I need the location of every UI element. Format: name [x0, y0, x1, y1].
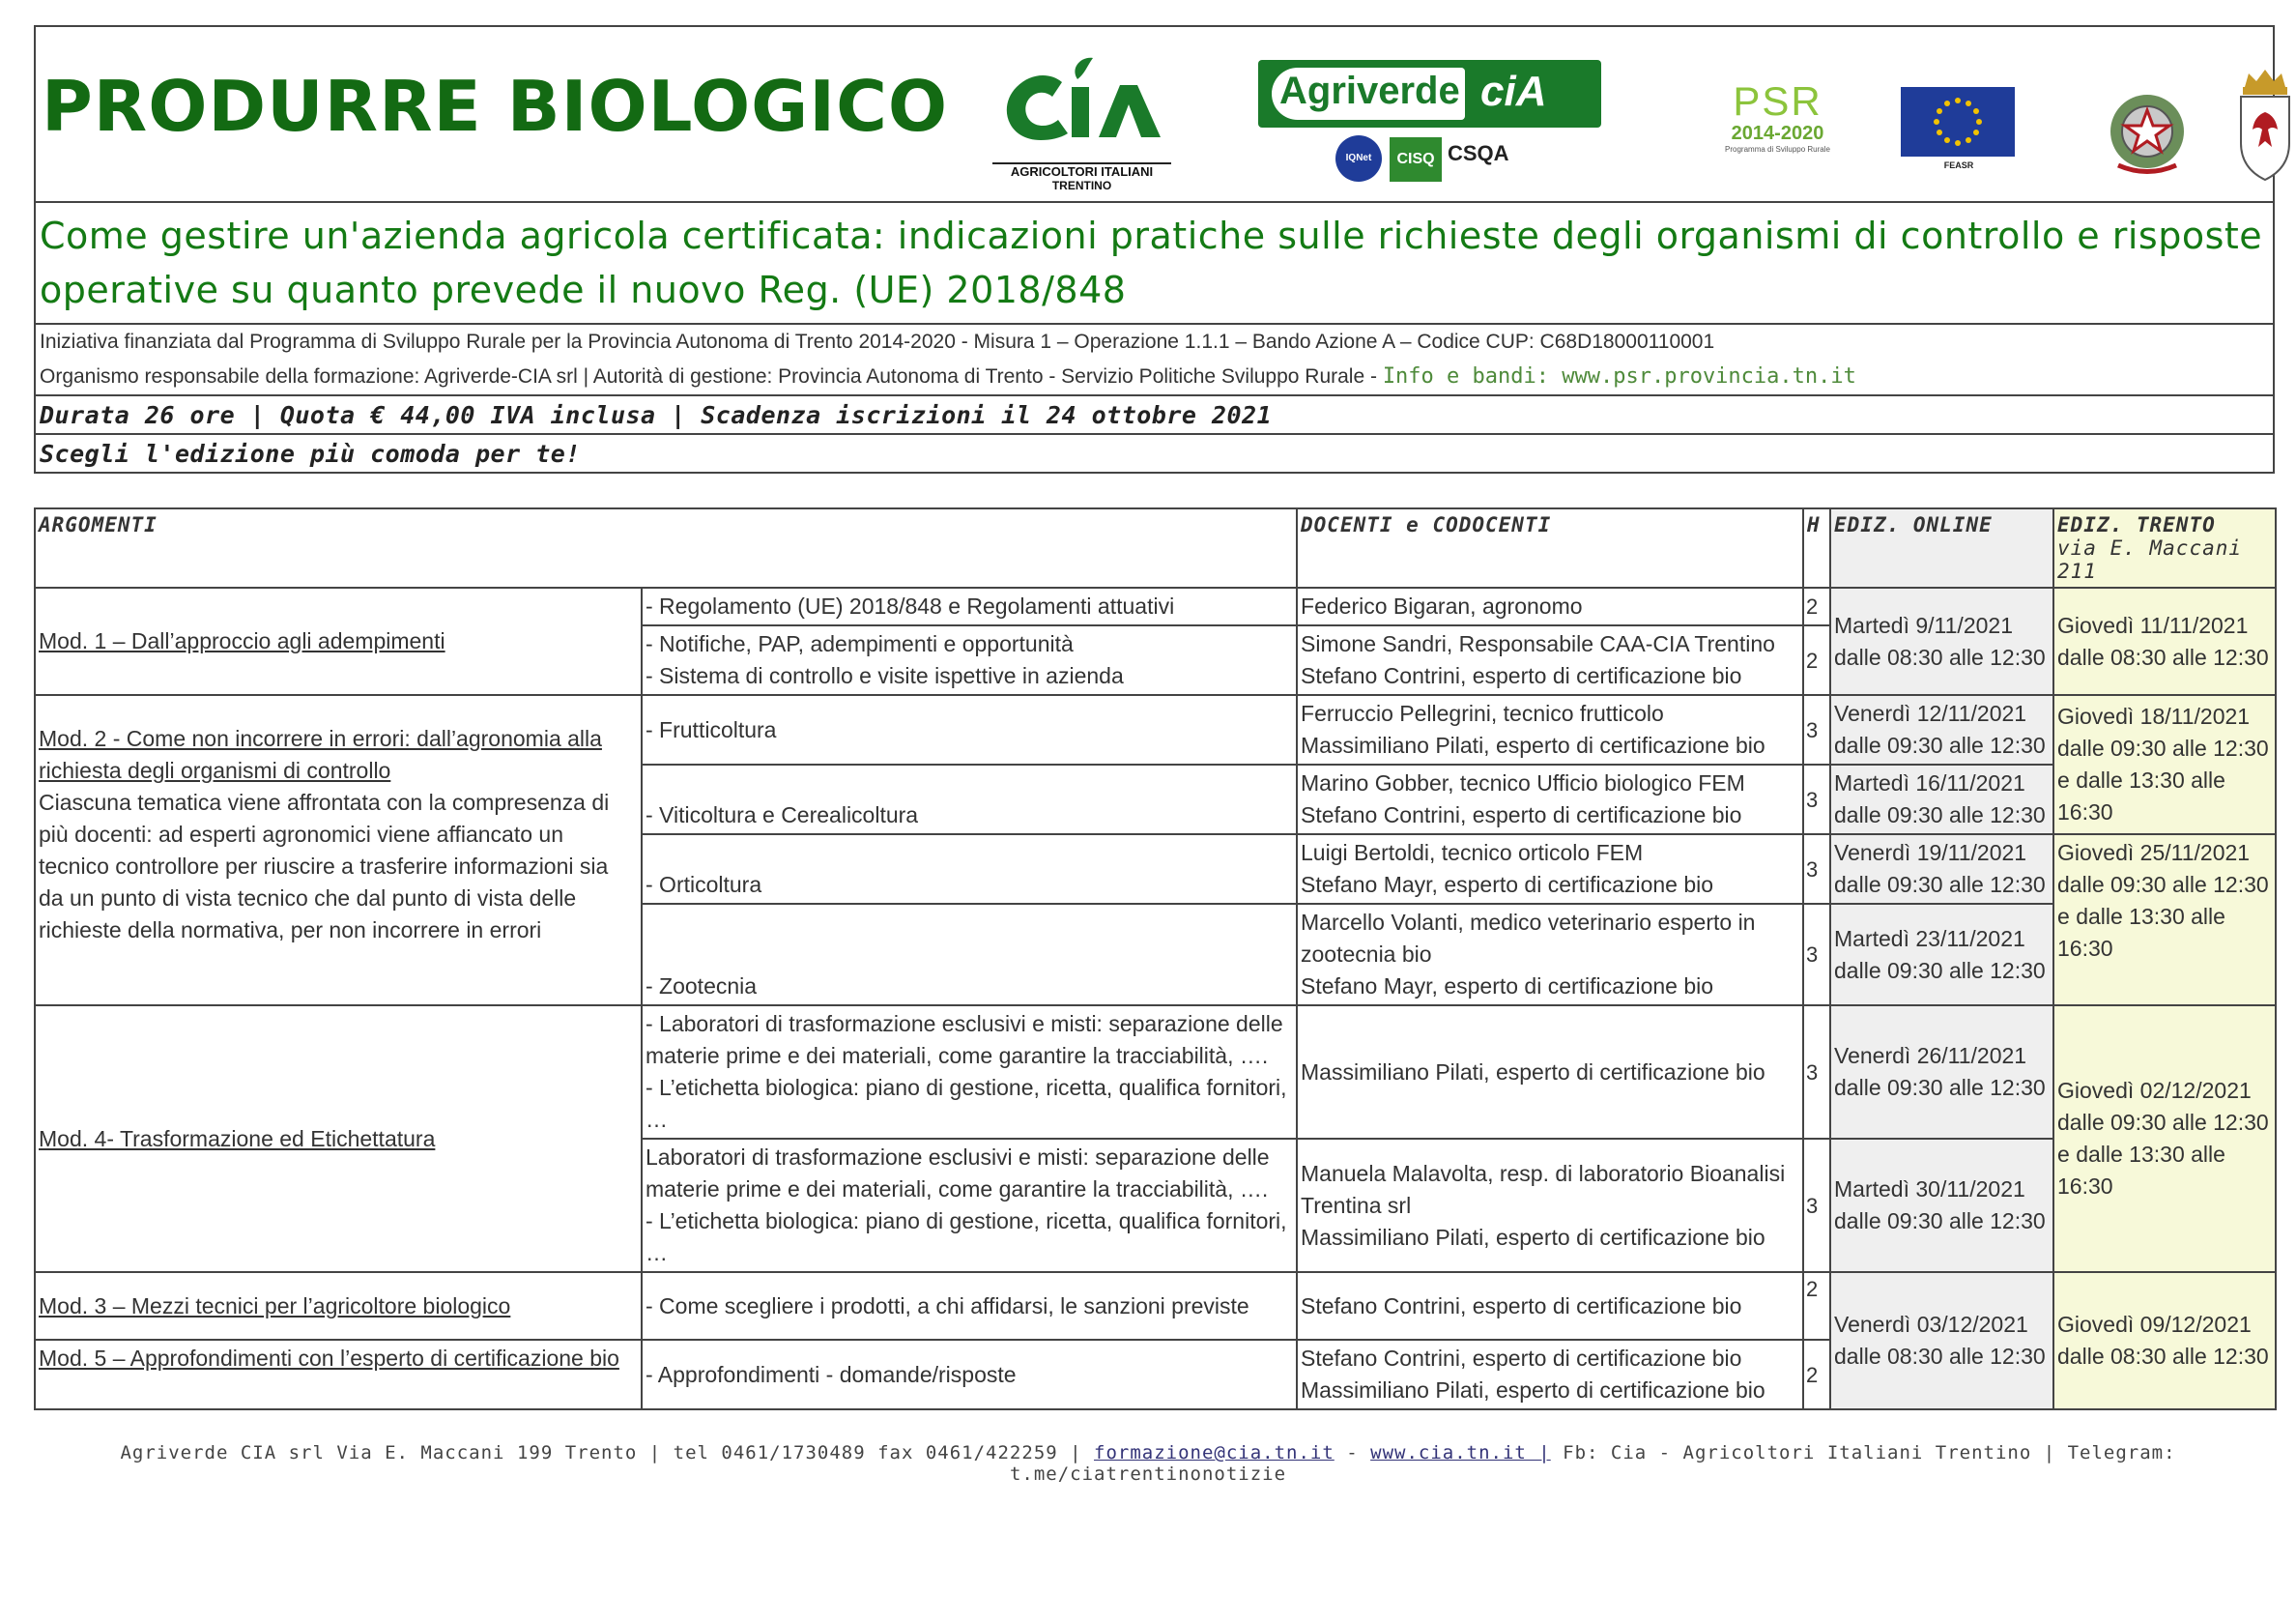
mod2-online-3: Venerdì 19/11/2021 dalle 09:30 alle 12:30: [1830, 834, 2053, 904]
funding-info: [35, 324, 2274, 395]
mod2-trento-b: Giovedì 25/11/2021 dalle 09:30 alle 12:30 e dalle 13:30 alle 16:30: [2053, 834, 2276, 1005]
footer-email-link[interactable]: formazione@cia.tn.it: [1094, 1442, 1335, 1463]
feasr-label: FEASR: [1943, 160, 1974, 170]
mod2-hours-1: 3: [1803, 695, 1830, 765]
mod5-title: Mod. 5 – Approfondimenti con l’esperto di certificazione bio: [35, 1340, 642, 1409]
mod1-docenti-1: Federico Bigaran, agronomo: [1297, 588, 1803, 625]
table-row: [35, 1005, 2276, 1139]
table-row: [35, 695, 2276, 765]
italy-emblem-icon: [2104, 83, 2191, 180]
mod4-title: Mod. 4- Trasformazione ed Etichettatura: [35, 1005, 642, 1272]
mod4-online-2: Martedì 30/11/2021 dalle 09:30 alle 12:30: [1830, 1139, 2053, 1272]
psr-logo-title: PSR: [1733, 78, 1822, 124]
mod2-cell: [35, 695, 642, 1005]
mod3-title: Mod. 3 – Mezzi tecnici per l’agricoltore biologico: [35, 1272, 642, 1340]
trentino-shield-logo: [2235, 66, 2295, 187]
mod2-title: Mod. 2 - Come non incorrere in errori: dall’agronomia alla richiesta degli organismi di controllo: [39, 726, 602, 783]
funding-line: Iniziativa finanziata dal Programma di Sviluppo Rurale per la Provincia Autonoma di Trento 2014-2020 - Misura 1 – Operazione 1.1.1 – Bando Azione A – Codice CUP: C68D18000110001: [40, 331, 1715, 353]
mod2-topic-3: - Orticoltura: [642, 834, 1297, 904]
mod35-trento-date: Giovedì 09/12/2021 dalle 08:30 alle 12:30: [2053, 1272, 2276, 1409]
col-header-trento: EDIZ. TRENTO via E. Maccani 211: [2053, 508, 2276, 588]
mod2-online-4: Martedì 23/11/2021 dalle 09:30 alle 12:30: [1830, 904, 2053, 1005]
page-title: PRODURRE BIOLOGICO: [42, 66, 949, 147]
mod2-docenti-3: Luigi Bertoldi, tecnico orticolo FEM Stefano Mayr, esperto di certificazione bio: [1297, 834, 1803, 904]
mod2-online-1: Venerdì 12/11/2021 dalle 09:30 alle 12:30: [1830, 695, 2053, 765]
iqnet-badge: IQNet: [1335, 135, 1382, 182]
course-subtitle: Come gestire un'azienda agricola certificata: indicazioni pratiche sulle richieste degli organismi di controllo e risposte operative su quanto prevede il nuovo Reg. (UE) 2018/848: [35, 202, 2274, 324]
eu-flag-icon: [1901, 87, 2015, 157]
mod1-docenti-2: Simone Sandri, Responsabile CAA-CIA Trentino Stefano Contrini, esperto di certificazione bio: [1297, 625, 1803, 695]
course-duration: Durata 26 ore | Quota € 44,00 IVA inclusa | Scadenza iscrizioni il 24 ottobre 2021: [35, 395, 2274, 434]
mod1-trento-date: Giovedì 11/11/2021 dalle 08:30 alle 12:30: [2053, 588, 2276, 695]
mod2-topic-2: - Viticoltura e Cerealicoltura: [642, 765, 1297, 834]
mod4-topic-2: Laboratori di trasformazione esclusivi e misti: separazione delle materie prime e dei materiali, come garantire la tracciabilità, …. - L’etichetta biologica: piano di gestione, ricetta, qualifica fornitori, …: [642, 1139, 1297, 1272]
mod4-online-1: Venerdì 26/11/2021 dalle 09:30 alle 12:30: [1830, 1005, 2053, 1139]
table-header-row: [35, 508, 2276, 588]
mod35-online-date: Venerdì 03/12/2021 dalle 08:30 alle 12:30: [1830, 1272, 2053, 1409]
mod5-hours: 2: [1803, 1340, 1830, 1409]
mod2-topic-4: - Zootecnia: [642, 904, 1297, 1005]
cia-logo-mark: [992, 48, 1171, 155]
mod1-topic-2: - Notifiche, PAP, adempimenti e opportunità - Sistema di controllo e visite ispettive in azienda: [642, 625, 1297, 695]
mod2-hours-2: 3: [1803, 765, 1830, 834]
psr-logo-years: 2014-2020: [1731, 123, 1824, 144]
mod2-docenti-1: Ferruccio Pellegrini, tecnico frutticolo Massimiliano Pilati, esperto di certificazione bio: [1297, 695, 1803, 765]
mod4-hours-1: 3: [1803, 1005, 1830, 1139]
mod4-topic-1: - Laboratori di trasformazione esclusivi e misti: separazione delle materie prime e dei materiali, come garantire la tracciabilità, …. - L’etichetta biologica: piano di gestione, ricetta, qualifica fornitori, …: [642, 1005, 1297, 1139]
mod3-hours: 2: [1803, 1272, 1830, 1340]
mod4-docenti-2: Manuela Malavolta, resp. di laboratorio Bioanalisi Trentina srl Massimiliano Pilati, esperto di certificazione bio: [1297, 1139, 1803, 1272]
choose-edition: Scegli l'edizione più comoda per te!: [35, 434, 2274, 473]
cisq-badge: CISQ: [1390, 137, 1442, 182]
mod4-docenti-1: Massimiliano Pilati, esperto di certificazione bio: [1297, 1005, 1803, 1139]
col-header-h: H: [1803, 508, 1830, 588]
agriverde-text: Agriverde: [1279, 70, 1460, 112]
mod4-trento-date: Giovedì 02/12/2021 dalle 09:30 alle 12:30 e dalle 13:30 alle 16:30: [2053, 1005, 2276, 1272]
mod2-description: Ciascuna tematica viene affrontata con la compresenza di più docenti: ad esperti agronomici viene affiancato un tecnico controllore per riuscire a trasferire informazioni sia da un punto di vista tecnico che dal punto di vista delle richieste della normativa, per non incorrere in errori: [39, 790, 610, 942]
col-header-argomenti: ARGOMENTI: [35, 508, 1297, 588]
organization-line: Organismo responsabile della formazione: Agriverde-CIA srl | Autorità di gestione: Provincia Autonoma di Trento - Servizio Politiche Sviluppo Rurale - Info e bandi: www.psr.provincia.tn.it: [40, 364, 1856, 389]
mod5-docenti: Stefano Contrini, esperto di certificazione bio Massimiliano Pilati, esperto di certificazione bio: [1297, 1340, 1803, 1409]
mod2-online-2: Martedì 16/11/2021 dalle 09:30 alle 12:30: [1830, 765, 2053, 834]
mod1-online-date: Martedì 9/11/2021 dalle 08:30 alle 12:30: [1830, 588, 2053, 695]
table-row: [35, 1272, 2276, 1340]
info-link[interactable]: Info e bandi: www.psr.provincia.tn.it: [1382, 364, 1856, 389]
csqa-badge: CSQA: [1448, 141, 1509, 165]
mod4-hours-2: 3: [1803, 1139, 1830, 1272]
program-table: [34, 507, 2277, 1410]
mod2-hours-3: 3: [1803, 834, 1830, 904]
mod2-trento-a: Giovedì 18/11/2021 dalle 09:30 alle 12:30 e dalle 13:30 alle 16:30: [2053, 695, 2276, 834]
mod2-docenti-2: Marino Gobber, tecnico Ufficio biologico FEM Stefano Contrini, esperto di certificazione bio: [1297, 765, 1803, 834]
psr-logo: [1712, 80, 1843, 187]
col-header-docenti: DOCENTI e CODOCENTI: [1297, 508, 1803, 588]
trentino-shield-icon: [2235, 66, 2295, 187]
title-logo-row: [35, 26, 2274, 202]
mod3-docenti: Stefano Contrini, esperto di certificazione bio: [1297, 1272, 1803, 1340]
header-table: [34, 25, 2275, 474]
mod1-hours-1: 2: [1803, 588, 1830, 625]
document-sheet: [34, 25, 2275, 1410]
mod2-hours-4: 3: [1803, 904, 1830, 1005]
psr-logo-sub: Programma di Sviluppo Rurale: [1725, 145, 1830, 154]
cia-logo: [992, 48, 1171, 193]
mod1-title: Mod. 1 – Dall’approccio agli adempimenti: [35, 588, 642, 695]
mod2-docenti-4: Marcello Volanti, medico veterinario esperto in zootecnia bio Stefano Mayr, esperto di certificazione bio: [1297, 904, 1803, 1005]
mod3-topic: - Come scegliere i prodotti, a chi affidarsi, le sanzioni previste: [642, 1272, 1297, 1340]
footer-contacts: Agriverde CIA srl Via E. Maccani 199 Trento | tel 0461/1730489 fax 0461/422259 |: [120, 1442, 1095, 1463]
italy-emblem-logo: [2104, 83, 2191, 180]
mod2-topic-1: - Frutticoltura: [642, 695, 1297, 765]
footer-web-link[interactable]: www.cia.tn.it |: [1370, 1442, 1551, 1463]
mod5-topic: - Approfondimenti - domande/risposte: [642, 1340, 1297, 1409]
footer-social: Fb: Cia - Agricoltori Italiani Trentino | Telegram: t.me/ciatrentinonotizie: [1009, 1442, 2176, 1485]
table-row: [35, 588, 2276, 625]
agriverde-logo: Agriverde ciA IQNet CISQ CSQA: [1258, 60, 1601, 186]
cia-logo-line2: TRENTINO: [1051, 179, 1112, 192]
page-footer: Agriverde CIA srl Via E. Maccani 199 Trento | tel 0461/1730489 fax 0461/422259 | formazione@cia.tn.it - www.cia.tn.it | Fb: Cia - Agricoltori Italiani Trentino | Telegram: t.me/ciatrentinonotizie: [120, 1442, 2176, 1485]
col-header-online: EDIZ. ONLINE: [1830, 508, 2053, 588]
mod1-topic-1: - Regolamento (UE) 2018/848 e Regolamenti attuativi: [642, 588, 1297, 625]
cia-logo-line1: AGRICOLTORI ITALIANI: [992, 162, 1171, 179]
eu-flag-logo: [1901, 87, 2017, 188]
mod1-hours-2: 2: [1803, 625, 1830, 695]
